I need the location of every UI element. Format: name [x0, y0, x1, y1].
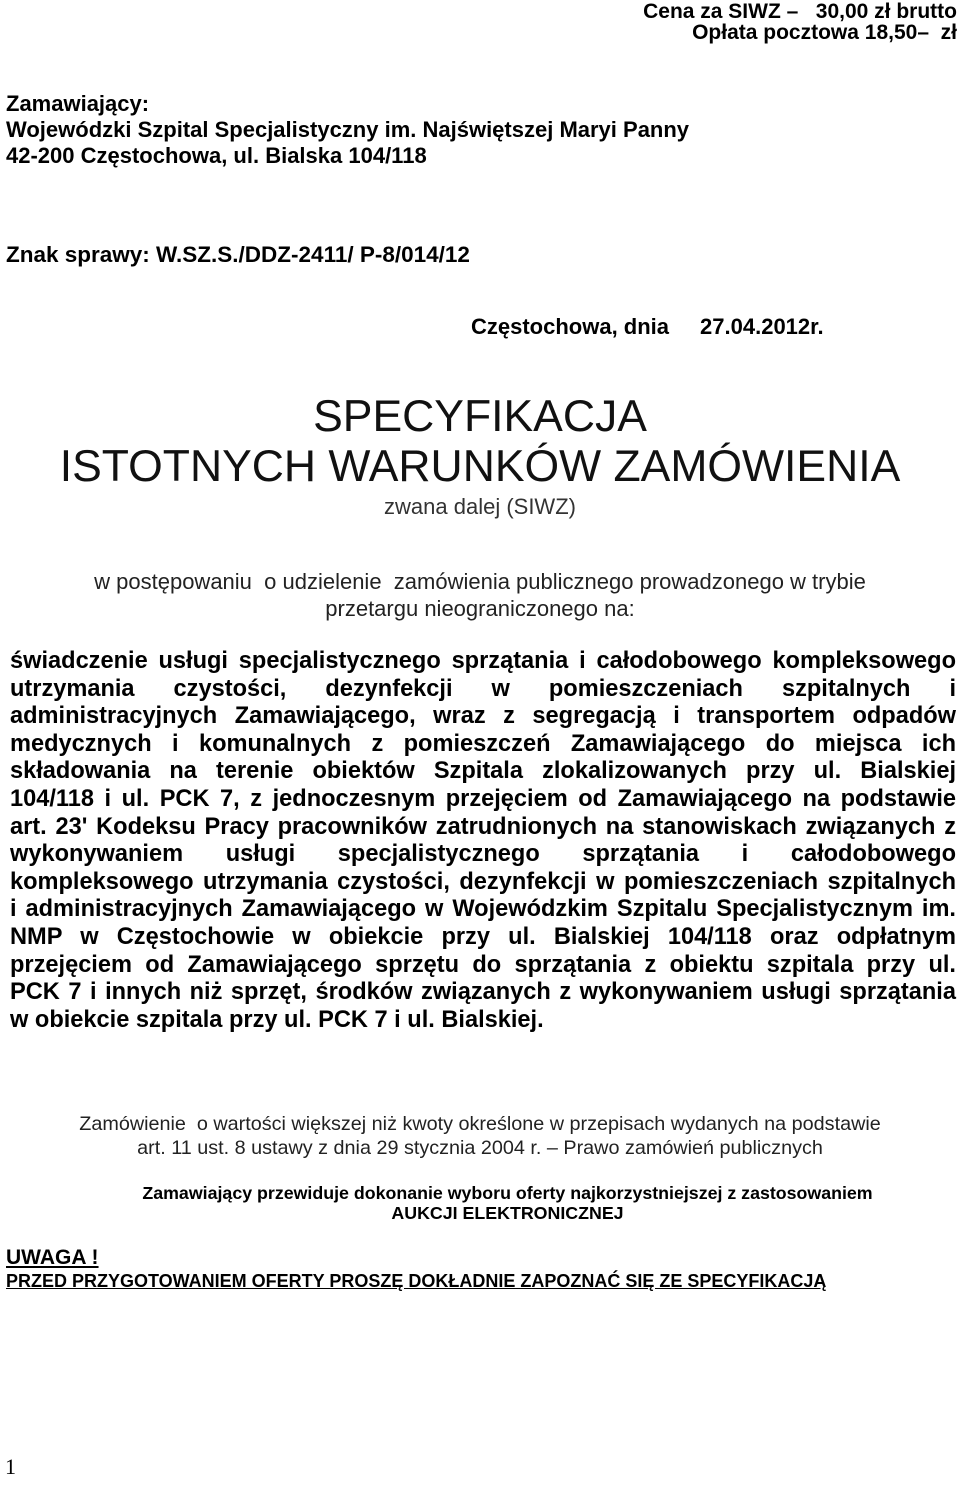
auction-notice: [55, 1183, 960, 1223]
legal-basis-line-2: art. 11 ust. 8 ustawy z dnia 29 stycznia 2004 r. – Prawo zamówień publicznych: [137, 1137, 823, 1159]
procedure-line-1: w postępowaniu o udzielenie zamówienia publicznego prowadzonego w trybie: [94, 569, 866, 594]
warning-text: PRZED PRZYGOTOWANIEM OFERTY PROSZĘ DOKŁADNIE ZAPOZNAĆ SIĘ ZE SPECYFIKACJĄ: [6, 1271, 827, 1291]
subject-line: kompleksowego utrzymania czystości, dezynfekcji w pomieszczeniach szpitalnych: [10, 868, 956, 895]
procedure-line-2: przetargu nieograniczonego na:: [325, 596, 635, 621]
place-date: [471, 314, 824, 340]
subject-line: administracyjnych Zamawiającego, wraz z segregacją i transportem odpadów: [10, 703, 956, 730]
subject-line: PCK 7 i innych niż sprzęt, środków związanych z wykonywaniem usługi sprzątania: [10, 979, 956, 1006]
authority-label: Zamawiający:: [6, 91, 150, 116]
subject-line: utrzymania czystości, dezynfekcji w pomieszczeniach szpitalnych i: [10, 675, 956, 702]
page-number: 1: [5, 1454, 16, 1479]
place-label: Częstochowa, dnia: [471, 314, 670, 339]
document-date: 27.04.2012r.: [700, 314, 824, 339]
authority-address: 42-200 Częstochowa, ul. Bialska 104/118: [6, 143, 427, 168]
siwz-price: Cena za SIWZ – 30,00 zł brutto: [643, 0, 957, 23]
warning-label: UWAGA !: [6, 1246, 99, 1269]
legal-basis-line-1: Zamówienie o wartości większej niż kwoty określone w przepisach wydanych na podstawie: [79, 1113, 881, 1135]
contracting-authority: [6, 91, 689, 169]
subject-line: w obiekcie szpitala przy ul. PCK 7 i ul. Bialskiej.: [10, 1006, 544, 1033]
title-line-1: SPECYFIKACJA: [313, 392, 647, 441]
auction-notice-line-2: AUKCJI ELEKTRONICZNEJ: [391, 1203, 624, 1223]
title-line-2: ISTOTNYCH WARUNKÓW ZAMÓWIENIA: [59, 442, 901, 491]
subject-line: NMP w Częstochowie w obiekcie przy ul. Bialskiej 104/118 oraz odpłatnym: [10, 923, 956, 950]
legal-basis: [0, 1112, 960, 1160]
subject-line: świadczenie usługi specjalistycznego sprzątania i całodobowego kompleksowego: [10, 648, 956, 674]
subject-line: art. 23' Kodeksu Pracy pracowników zatrudnionych na stanowiskach związanych z: [10, 813, 956, 840]
authority-name: Wojewódzki Szpital Specjalistyczny im. Najświętszej Maryi Panny: [6, 117, 690, 142]
document-subtitle: zwana dalej (SIWZ): [384, 494, 576, 519]
subject-line: i administracyjnych Zamawiającego w Wojewódzkim Szpitalu Specjalistycznym im.: [10, 896, 956, 923]
auction-notice-line-1: Zamawiający przewiduje dokonanie wyboru oferty najkorzystniejszej z zastosowaniem: [142, 1183, 873, 1203]
subject-line: medycznych i komunalnych z pomieszczeń Zamawiającego do miejsca ich: [10, 730, 956, 757]
case-reference: Znak sprawy: W.SZ.S./DDZ-2411/ P-8/014/12: [6, 242, 470, 267]
procedure-description: [0, 568, 960, 622]
contract-subject: [10, 648, 956, 1034]
postage-fee: Opłata pocztowa 18,50– zł: [692, 21, 957, 44]
price-header: [643, 1, 957, 43]
subject-line: przejęciem od Zamawiającego sprzętu do sprzątania z obiektu szpitala przy ul.: [10, 951, 956, 978]
subject-line: 104/118 i ul. PCK 7, z jednoczesnym przejęciem od Zamawiającego na podstawie: [10, 785, 956, 812]
subject-line: wykonywaniem usługi specjalistycznego sprzątania i całodobowego: [10, 841, 956, 868]
document-title: [0, 392, 960, 492]
subject-line: składowania na terenie obiektów Szpitala zlokalizowanych przy ul. Bialskiej: [10, 758, 956, 785]
